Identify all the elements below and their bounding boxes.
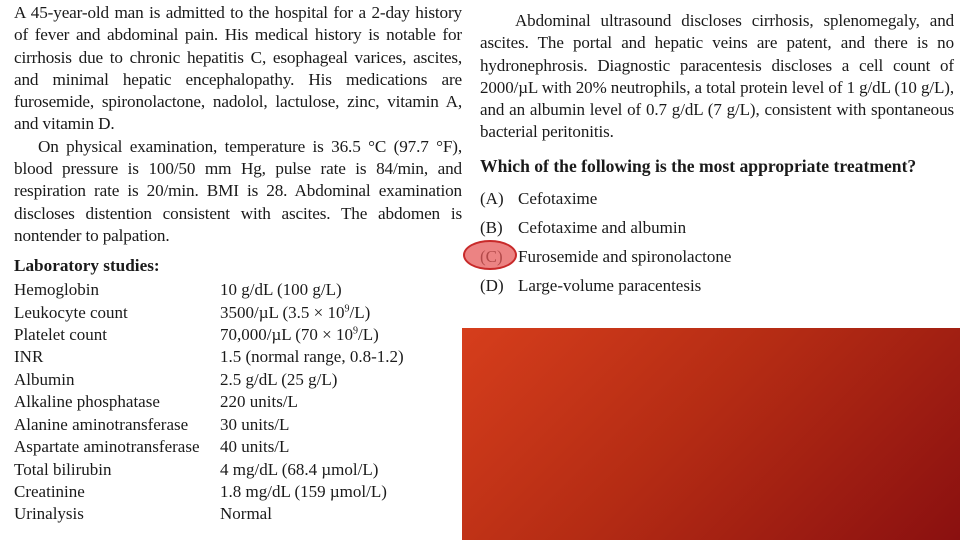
answer-options [480, 184, 954, 300]
lab-row [14, 324, 404, 346]
lab-row [14, 346, 404, 368]
lab-name: Creatinine [14, 481, 85, 501]
option-text: Large-volume paracentesis [518, 275, 702, 295]
lab-name: Albumin [14, 369, 75, 389]
lab-name: INR [14, 347, 44, 367]
option-text: Furosemide and spironolactone [518, 246, 732, 266]
lab-row [14, 459, 404, 481]
lab-value: Normal [220, 504, 272, 524]
lab-value-part: /L) [358, 325, 379, 345]
labs-table [14, 279, 404, 525]
lab-row [14, 279, 404, 301]
physical-exam-paragraph: On physical examination, temperature is 36.5 °C (97.7 °F), blood pressure is 100/50 mm Hg, pulse rate is 84/min, and respiration rate is 20/min. BMI is 28. Abdominal examination discloses distention consistent with ascites. The abdomen is nontender to palpation. [14, 136, 462, 245]
option-letter: (A) [480, 188, 504, 208]
lab-value-exponent: 9 [344, 303, 350, 315]
lab-row [14, 481, 404, 503]
ultrasound-text: Abdominal ultrasound discloses cirrhosis, splenomegaly, and ascites. The portal and hepatic veins are patent, and there is no hydronephrosis. Diagnostic paracentesis discloses a cell count of 2000/µL with 20% neutrophils, a total protein level of 1 g/dL (10 g/L), and an albumin level of 0.7 g/dL (7 g/L), consistent with spontaneous bacterial peritonitis. [480, 11, 954, 142]
case-history-paragraph: A 45-year-old man is admitted to the hospital for a 2-day history of fever and abdominal pain. His medical history is notable for cirrhosis due to chronic hepatitis C, esophageal varices, ascites, and minimal hepatic encephalopathy. His medications are furosemide, spironolactone, nadolol, lactulose, zinc, vitamin A, and vitamin D. [14, 3, 462, 134]
lab-name: Urinalysis [14, 504, 84, 524]
option-text: Cefotaxime and albumin [518, 217, 687, 237]
lab-row [14, 503, 404, 525]
lab-value: 2.5 g/dL (25 g/L) [220, 369, 338, 389]
lab-value: 30 units/L [220, 414, 290, 434]
option-letter: (D) [480, 275, 504, 295]
option-c[interactable] [480, 242, 954, 271]
lab-value: 10 g/dL (100 g/L) [220, 280, 342, 300]
lab-name: Platelet count [14, 325, 108, 345]
lab-name: Alkaline phosphatase [14, 392, 160, 412]
lab-value-part: /L) [349, 302, 371, 322]
option-text: Cefotaxime [518, 188, 598, 208]
lab-row [14, 391, 404, 413]
lab-row [14, 436, 404, 458]
lab-value: 1.8 mg/dL (159 µmol/L) [220, 481, 387, 501]
lab-value-exponent: 9 [353, 325, 359, 337]
lab-value [220, 302, 404, 324]
ultrasound-paragraph [480, 10, 954, 144]
lab-value: 4 mg/dL (68.4 µmol/L) [220, 459, 379, 479]
lab-name: Total bilirubin [14, 459, 112, 479]
lab-name: Hemoglobin [14, 280, 99, 300]
option-b[interactable] [480, 213, 954, 242]
lab-value: 40 units/L [220, 437, 290, 457]
option-a[interactable] [480, 184, 954, 213]
lab-name: Alanine aminotransferase [14, 414, 189, 434]
lab-value-part: 70,000/µL (70 × 10 [220, 325, 354, 345]
decorative-red-panel [462, 328, 960, 540]
option-d[interactable] [480, 271, 954, 300]
lab-name: Aspartate aminotransferase [14, 437, 200, 457]
option-letter: (B) [480, 217, 503, 237]
lab-value: 220 units/L [220, 392, 298, 412]
lab-value-part: 3500/µL (3.5 × 10 [220, 302, 345, 322]
lab-row [14, 302, 404, 324]
lab-row [14, 414, 404, 436]
answer-highlight-circle [463, 240, 517, 270]
lab-name: Leukocyte count [14, 302, 128, 322]
lab-value [220, 324, 404, 346]
lab-row [14, 369, 404, 391]
labs-heading: Laboratory studies: [14, 256, 160, 276]
case-column [14, 0, 462, 526]
lab-value: 1.5 (normal range, 0.8-1.2) [220, 347, 404, 367]
question-stem: Which of the following is the most appropriate treatment? [480, 155, 917, 176]
question-column [480, 0, 954, 300]
